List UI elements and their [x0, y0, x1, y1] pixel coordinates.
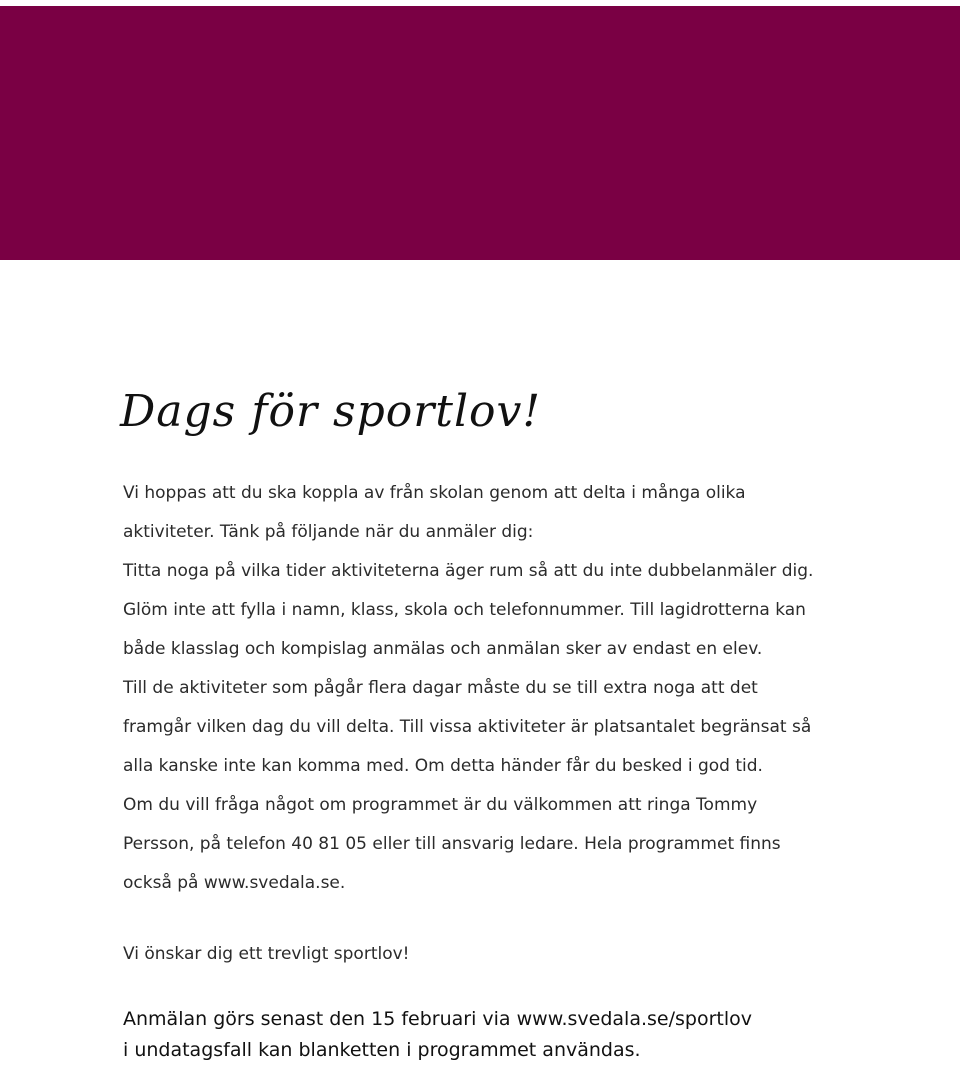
paragraph-times: Titta noga på vilka tider aktiviteterna äger rum så att du inte dubbelanmäler dig.	[123, 561, 814, 581]
paragraph-multi-day: Till de aktiviteter som pågår flera dagar måste du se till extra noga att det framgår vilken dag du vill delta. Till vissa aktiviteter är platsantalet begränsat så alla kanske inte kan komma med. Om detta händer får du besked i god tid.	[123, 678, 812, 776]
paragraph-registration: Glöm inte att fylla i namn, klass, skola och telefonnummer. Till lagidrotterna kan både klasslag och kompislag anmälas och anmälan sker av endast en elev.	[123, 600, 806, 659]
deadline-line-1: Anmälan görs senast den 15 februari via www.svedala.se/sportlov	[123, 1008, 753, 1030]
paragraph-contact: Om du vill fråga något om programmet är du välkommen att ringa Tommy Persson, på telefon 40 81 05 eller till ansvarig ledare. Hela programmet finns också på www.svedala.se.	[123, 795, 781, 893]
deadline-line-2: i undatagsfall kan blanketten i programmet användas.	[123, 1039, 641, 1061]
page-title: Dags för sportlov!	[120, 386, 542, 437]
greeting: Vi önskar dig ett trevligt sportlov!	[123, 944, 410, 964]
intro-text	[123, 474, 823, 903]
deadline-notice	[123, 1004, 903, 1066]
paragraph-intro: Vi hoppas att du ska koppla av från skolan genom att delta i många olika aktiviteter. Tänk på följande när du anmäler dig:	[123, 483, 746, 542]
header-banner	[0, 6, 960, 260]
